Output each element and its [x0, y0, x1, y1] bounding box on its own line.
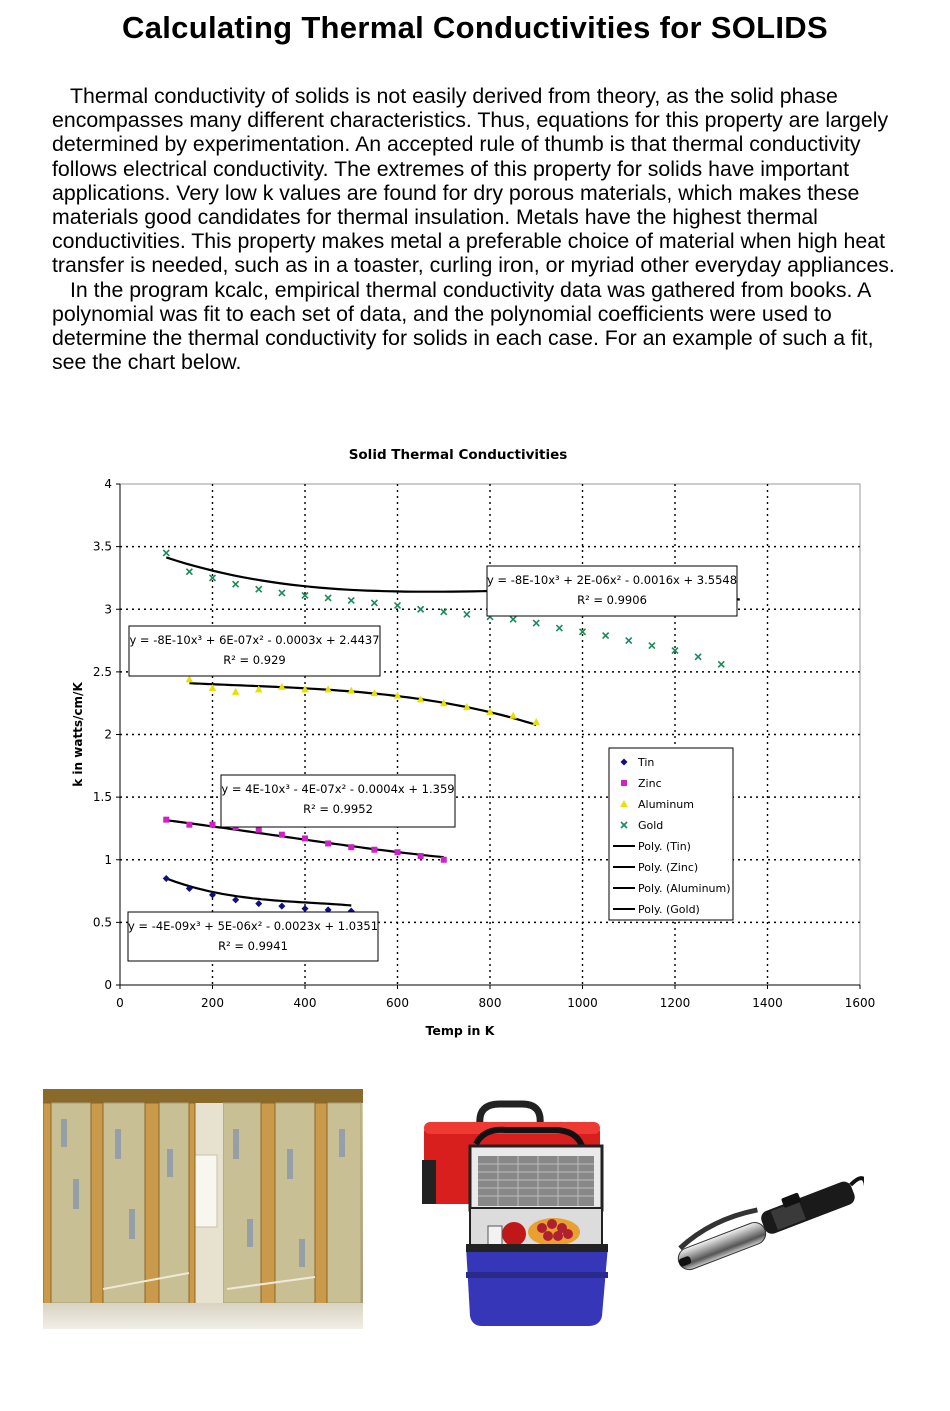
chart-title: Solid Thermal Conductivities — [348, 447, 568, 463]
legend-label: Poly. (Zinc) — [638, 861, 699, 874]
data-point — [302, 835, 308, 841]
y-tick-label: 1 — [104, 852, 112, 867]
legend-label: Tin — [638, 756, 655, 769]
data-point — [395, 849, 401, 855]
data-point — [279, 832, 285, 838]
y-tick-label: 0.5 — [92, 915, 112, 930]
data-point — [441, 857, 447, 863]
thermal-conductivity-chart — [60, 432, 900, 1052]
trendline-r-squared: R² = 0.9906 — [577, 593, 647, 607]
x-tick-label: 400 — [293, 996, 317, 1010]
y-tick-label: 3.5 — [92, 539, 112, 554]
x-tick-label: 1400 — [752, 996, 783, 1010]
data-point — [371, 847, 377, 853]
x-axis-title: Temp in K — [425, 1023, 495, 1038]
x-tick-label: 600 — [386, 996, 409, 1010]
y-tick-label: 1.5 — [92, 790, 112, 805]
data-point — [348, 844, 354, 850]
data-point — [210, 822, 216, 828]
trendline-equation: y = -4E-09x³ + 5E-06x² - 0.0023x + 1.0351 — [127, 919, 379, 933]
trendline-equation: y = -8E-10x³ + 6E-07x² - 0.0003x + 2.4437 — [129, 633, 380, 647]
trendline-equation: y = -8E-10x³ + 2E-06x² - 0.0016x + 3.5548 — [486, 573, 738, 587]
x-tick-label: 0 — [116, 996, 124, 1010]
x-tick-label: 1000 — [567, 996, 598, 1010]
legend-label: Aluminum — [638, 798, 694, 811]
x-tick-label: 1200 — [659, 996, 691, 1010]
data-point — [418, 853, 424, 859]
trendline-r-squared: R² = 0.9952 — [303, 802, 373, 816]
x-tick-label: 800 — [478, 996, 502, 1010]
y-tick-label: 0 — [104, 978, 112, 992]
x-tick-label: 200 — [201, 996, 224, 1010]
trendline-r-squared: R² = 0.9941 — [218, 939, 288, 953]
chart-svg — [60, 432, 900, 1052]
intro-paragraph-2: In the program kcalc, empirical thermal conductivity data was gathered from books. A polynomial was fit to each set of data, and the polynomial coefficients were used to determine the thermal conductivity for solids in each case. For an example of such a fit, see the chart below. — [52, 277, 874, 375]
legend-label: Poly. (Gold) — [638, 903, 700, 916]
trendline-r-squared: R² = 0.929 — [223, 653, 286, 667]
y-tick-label: 4 — [104, 477, 112, 491]
data-point — [186, 822, 192, 828]
cooler-bag-photo — [418, 1100, 618, 1332]
legend-label: Poly. (Tin) — [638, 840, 691, 853]
legend-label: Gold — [638, 819, 664, 832]
y-axis-title: k in watts/cm/K — [71, 682, 85, 787]
intro-text — [52, 84, 912, 374]
plot-area — [120, 484, 860, 985]
x-tick-label: 1600 — [844, 996, 876, 1010]
y-tick-label: 3 — [104, 602, 112, 617]
legend-marker-swatch — [621, 780, 627, 786]
data-point — [256, 827, 262, 833]
legend-label: Poly. (Aluminum) — [638, 882, 731, 895]
data-point — [325, 840, 331, 846]
legend-label: Zinc — [638, 777, 662, 790]
trendline-equation: y = 4E-10x³ - 4E-07x² - 0.0004x + 1.359 — [221, 782, 455, 796]
y-tick-label: 2.5 — [92, 664, 112, 679]
y-tick-label: 2 — [104, 727, 112, 742]
curling-iron-photo — [664, 1160, 864, 1272]
page-title: Calculating Thermal Conductivities for SOLIDS — [122, 10, 828, 45]
intro-paragraph-1: Thermal conductivity of solids is not easily derived from theory, as the solid phase encompasses many different characteristics. Thus, equations for this property are largely determined by experimentation. An accepted rule of thumb is that thermal conductivity follows electrical conductivity. The extremes of this property for solids have important applications. Very low k values are found for dry porous materials, which makes these materials good candidates for thermal insulation. Metals have the highest thermal conductivities. This property makes metal a preferable choice of material when high heat transfer is needed, such as in a toaster, curling iron, or myriad other everyday appliances. — [52, 84, 895, 278]
data-point — [163, 817, 169, 823]
fiberglass-insulation-photo — [43, 1089, 363, 1329]
